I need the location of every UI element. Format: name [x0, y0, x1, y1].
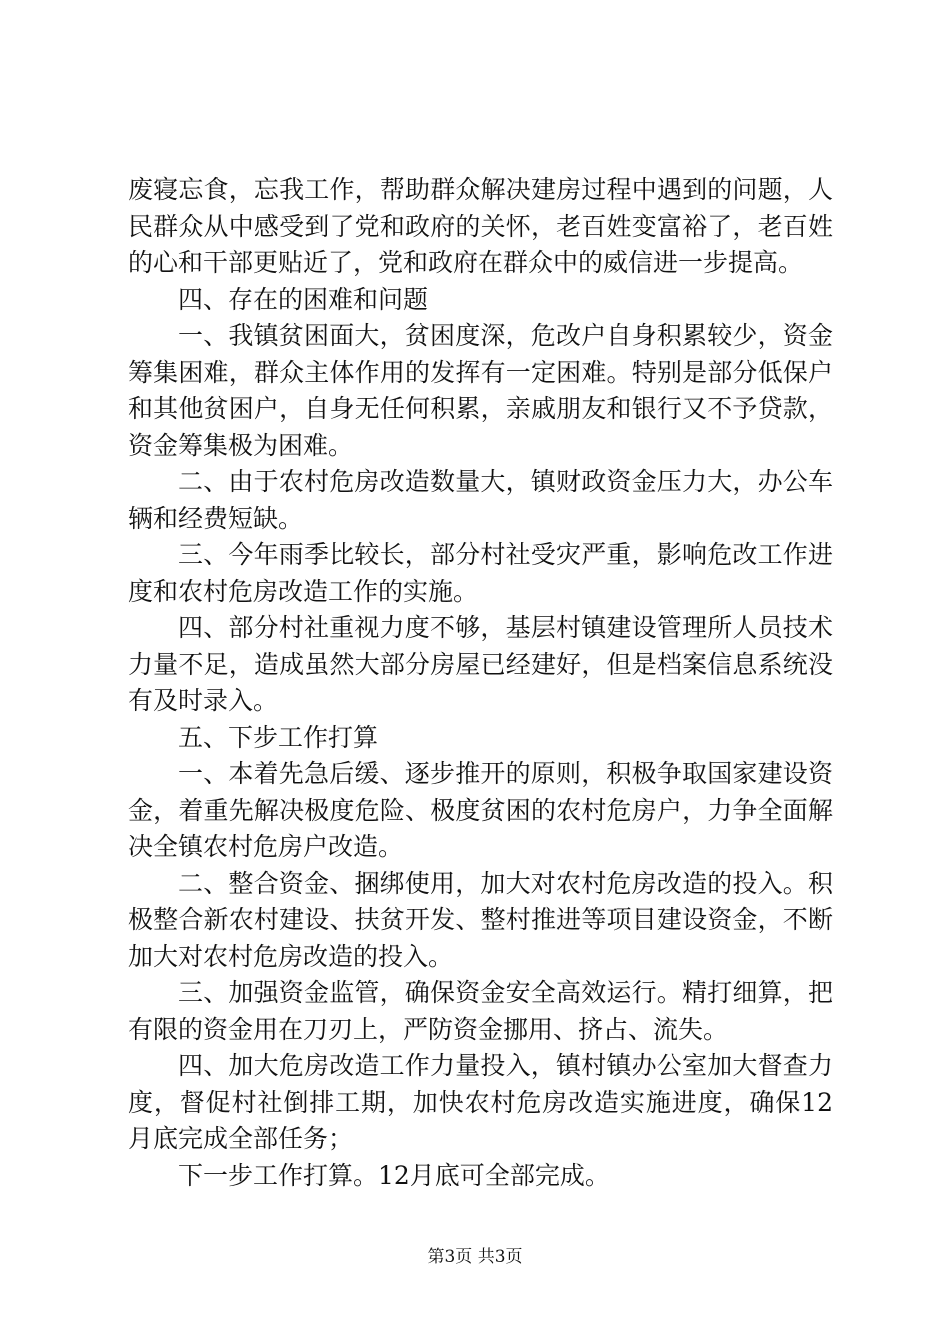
paragraph: 三、今年雨季比较长，部分村社受灾严重，影响危改工作进度和农村危房改造工作的实施。: [128, 540, 833, 606]
paragraph: 四、加大危房改造工作力量投入，镇村镇办公室加大督查力度，督促村社倒排工期，加快农村危房改造实施进度，确保12月底完成全部任务；: [128, 1051, 833, 1153]
paragraph: 四、部分村社重视力度不够，基层村镇建设管理所人员技术力量不足，造成虽然大部分房屋已经建好，但是档案信息系统没有及时录入。: [128, 613, 833, 715]
paragraph: 一、我镇贫困面大，贫困度深，危改户自身积累较少，资金筹集困难，群众主体作用的发挥有一定困难。特别是部分低保户和其他贫困户，自身无任何积累，亲戚朋友和银行又不予贷款，资金筹集极为困难。: [128, 321, 833, 460]
paragraph: 二、由于农村危房改造数量大，镇财政资金压力大，办公车辆和经费短缺。: [128, 467, 833, 533]
page-number-footer: 第3页 共3页: [427, 1247, 523, 1267]
document-body: [128, 172, 833, 1194]
section-heading-difficulties: 四、存在的困难和问题: [178, 284, 429, 314]
section-heading-next-steps: 五、下步工作打算: [178, 722, 379, 752]
paragraph: 二、整合资金、捆绑使用，加大对农村危房改造的投入。积极整合新农村建设、扶贫开发、整村推进等项目建设资金，不断加大对农村危房改造的投入。: [128, 868, 833, 971]
paragraph: 一、本着先急后缓、逐步推开的原则，积极争取国家建设资金，着重先解决极度危险、极度贫困的农村危房户，力争全面解决全镇农村危房户改造。: [128, 759, 833, 861]
paragraph: 下一步工作打算。12月底可全部完成。: [178, 1160, 610, 1190]
paragraph-continuation: 废寝忘食，忘我工作，帮助群众解决建房过程中遇到的问题，人民群众从中感受到了党和政府的关怀，老百姓变富裕了，老百姓的心和干部更贴近了，党和政府在群众中的威信进一步提高。: [128, 175, 833, 277]
paragraph: 三、加强资金监管，确保资金安全高效运行。精打细算，把有限的资金用在刀刃上，严防资金挪用、挤占、流失。: [128, 978, 833, 1044]
